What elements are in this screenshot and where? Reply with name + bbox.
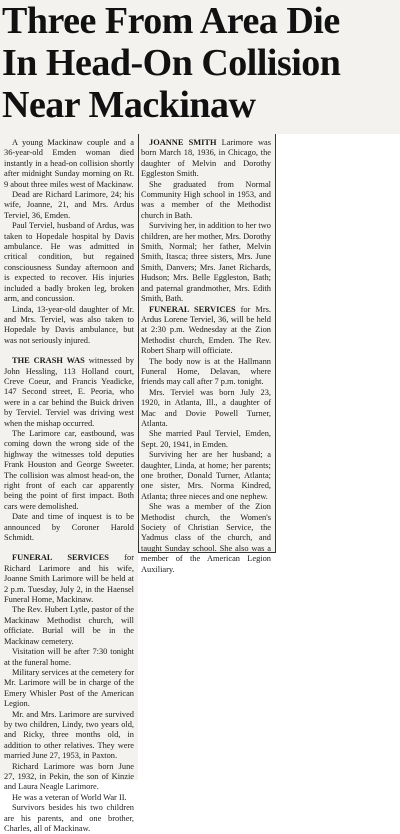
right-column [141, 138, 271, 575]
left-column [4, 138, 134, 834]
paragraph: FUNERAL SERVICES for Mrs. Ardus Lorene Terviel, 36, will be held at 2:30 p.m. Wednesday at the Zion Methodist church, Emden. The Rev. Robert Sharp will officiate. [141, 304, 271, 356]
paragraph: Mrs. Terviel was born July 23, 1920, in Atlanta, Ill., a daughter of Mac and Dovie Powell Turner, Atlanta. [141, 387, 271, 428]
paragraph: FUNERAL SERVICES for Richard Larimore and his wife, Joanne Smith Larimore will be held at 2 p.m. Tuesday, July 2, in the Haensel Funeral Home, Mackinaw. [4, 553, 134, 605]
paragraph: THE CRASH WAS witnessed by John Hessling, 113 Holland court, Creve Coeur, and Francis Yeadicke, 147 Second street, E. Peoria, who were in a car behind the Buick driven by Terviel. Terviel was driving west when the mishap occurred. [4, 356, 134, 428]
paragraph: Surviving her are her husband; a daughter, Linda, at home; her parents; one brother, Donald Turner, Atlanta; one sister, Mrs. Norma Kindred, Atlanta; three nieces and one nephew. [141, 450, 271, 501]
headline-line-2: In Head-On Collision [2, 42, 341, 84]
section-lead: JOANNE SMITH [149, 138, 217, 147]
paragraph: She was a member of the Zion Methodist church, the Women's Society of Christian Service, the Yadmus class of the church, and taught Sunday school. She also was a member of the American Legion Auxiliary. [141, 502, 271, 574]
section-lead: THE CRASH WAS [12, 356, 85, 366]
headline-line-3: Near Mackinaw [2, 84, 256, 126]
headline-line-1: Three From Area Die [2, 0, 340, 42]
paragraph: The body now is at the Hallmann Funeral Home, Delavan, where friends may call after 7 p.m. tonight. [141, 356, 271, 387]
paragraph: A young Mackinaw couple and a 36-year-old Emden woman died instantly in a head-on collision shortly after midnight Sunday morning on Rt. 9 about three miles west of Mackinaw. [4, 138, 134, 189]
paragraph: The Rev. Hubert Lytle, pastor of the Mackinaw Methodist church, will officiate. Burial will be in the Mackinaw cemetery. [4, 605, 134, 646]
paragraph: Paul Terviel, husband of Ardus, was taken to Hopedale hospital by Davis ambulance. He was admitted in critical condition, but regained consciousness Sunday afternoon and is expected to recover. His injuries included a badly broken leg, broken arm, and concussion. [4, 221, 134, 304]
paragraph: She married Paul Terviel, Emden, Sept. 20, 1941, in Emden. [141, 429, 271, 449]
paragraph: Surviving her, in addition to her two children, are her mother, Mrs. Dorothy Smith, Normal; her father, Melvin Smith, Itasca; three sisters, Mrs. June Smith, Danvers; Mrs. Janet Richards, Hudson; Mrs. Belle Eggleston, Bath; and paternal grandmother, Mrs. Edith Smith, Bath. [141, 221, 271, 304]
paragraph: He was a veteran of World War II. [12, 792, 127, 802]
blank-margin-bottom [138, 552, 400, 780]
paragraph: Richard Larimore was born June 27, 1932, in Pekin, the son of Kinzie and Laura Neagle Larimore. [4, 761, 134, 792]
paragraph: JOANNE SMITH Larimore was born March 18, 1936, in Chicago, the daughter of Melvin and Dorothy Eggleston Smith. [141, 138, 271, 179]
paragraph: Linda, 13-year-old daughter of Mr. and Mrs. Terviel, was also taken to Hopedale by Davis ambulance, but was not seriously injured. [4, 304, 134, 345]
paragraph: Dead are Richard Larimore, 24; his wife, Joanne, 21, and Mrs. Ardus Terviel, 36, Emden. [4, 190, 134, 220]
paragraph: Date and time of inquest is to be announced by Coroner Harold Schmidt. [4, 512, 134, 543]
paragraph: Visitation will be after 7:30 tonight at the funeral home. [4, 647, 134, 667]
paragraph: She graduated from Normal Community High school in 1953, and was a member of the Methodist church in Bath. [141, 179, 271, 220]
paragraph: The Larimore car, eastbound, was coming down the wrong side of the highway the witnesses told deputies Frank Houston and George Sweeter. The collision was almost head-on, the right front of each car apparently being the point of first impact. Both cars were demolished. [4, 428, 134, 511]
section-lead: FUNERAL SERVICES [149, 304, 236, 314]
paragraph: Military services at the cemetery for Mr. Larimore will be in charge of the Emery Whisler Post of the American Legion. [4, 667, 134, 709]
section-lead: FUNERAL SERVICES [12, 553, 109, 563]
paragraph: Mr. and Mrs. Larimore are survived by two children, Lindy, two years old, and Ricky, three months old, in addition to other relatives. They were married June 27, 1953, in Paxton. [4, 709, 134, 761]
paragraph: Survivors besides his two children are his parents, and one brother, Charles, all of Mackinaw. [4, 803, 134, 833]
headline [2, 0, 398, 126]
